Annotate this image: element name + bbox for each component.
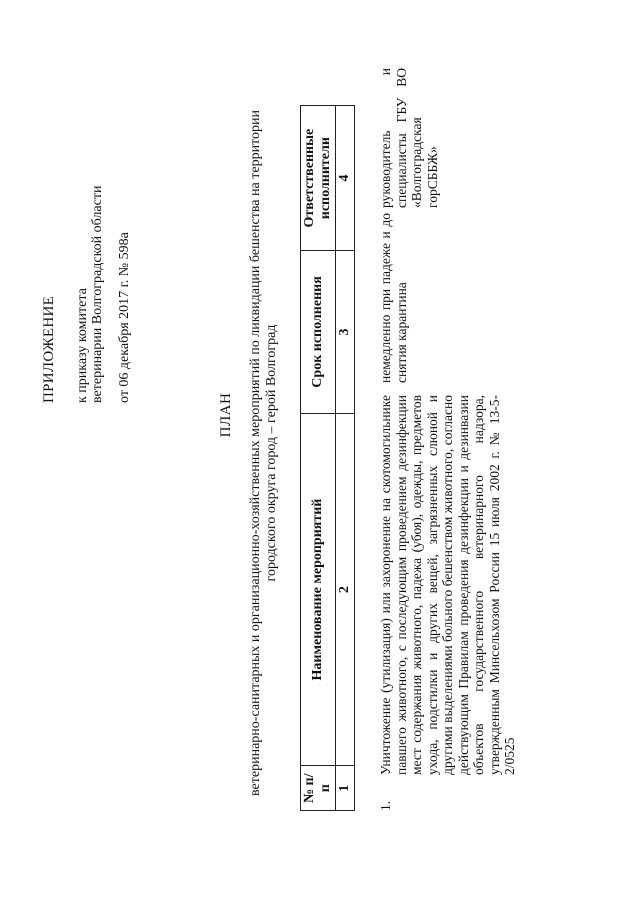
column-number-1: 1 xyxy=(336,766,355,811)
appendix-date-line: от 06 декабря 2017 г. № 598а xyxy=(117,232,132,403)
plan-subtitle: ветеринарно-санитарных и организационно-хозяйственных мероприятий по ликвидации бешенства на территории городского округа город – герой Волгоград xyxy=(248,110,279,796)
appendix-line-2: ветеринарии Волгоградской области xyxy=(90,185,105,403)
appendix-line-1: к приказу комитета xyxy=(75,288,90,403)
table-column-number-row xyxy=(336,106,355,811)
header-responsible: Ответственные исполнители xyxy=(301,106,336,251)
table-header-row xyxy=(301,106,336,811)
header-deadline: Срок исполнения xyxy=(301,251,336,413)
plan-title: ПЛАН xyxy=(218,392,234,438)
column-number-4: 4 xyxy=(336,106,355,251)
column-number-3: 3 xyxy=(336,251,355,413)
row-number: 1. xyxy=(378,800,393,811)
appendix-heading: ПРИЛОЖЕНИЕ xyxy=(41,295,57,403)
row-responsible: руководитель и специалисты ГБУ ВО «Волгоградская горСББЖ» xyxy=(378,68,440,208)
row-deadline: немедленно при падеже и до снятия карантина xyxy=(378,213,409,383)
header-activity: Наименование мероприятий xyxy=(301,413,336,766)
row-activity: Уничтожение (утилизация) или захоронение на скотомогильнике павшего животного, с последующим проведением дезинфекции мест содержания животного, падежа (убоя), одежды, предметов ухода, подстилки и других вещей, загрязненных слюной и другими выделениями больного бешенством животного, согласно действующим Правилам проведения дезинфекции и дезинвазии объектов государственного ветеринарного надзора, утвержденным Минсельхозом России 15 июля 2002 г. № 13-5-2/0525 xyxy=(378,395,517,775)
column-number-2: 2 xyxy=(336,413,355,766)
plan-table xyxy=(300,105,355,811)
appendix-block xyxy=(42,43,132,403)
header-number: № п/п xyxy=(301,766,336,811)
